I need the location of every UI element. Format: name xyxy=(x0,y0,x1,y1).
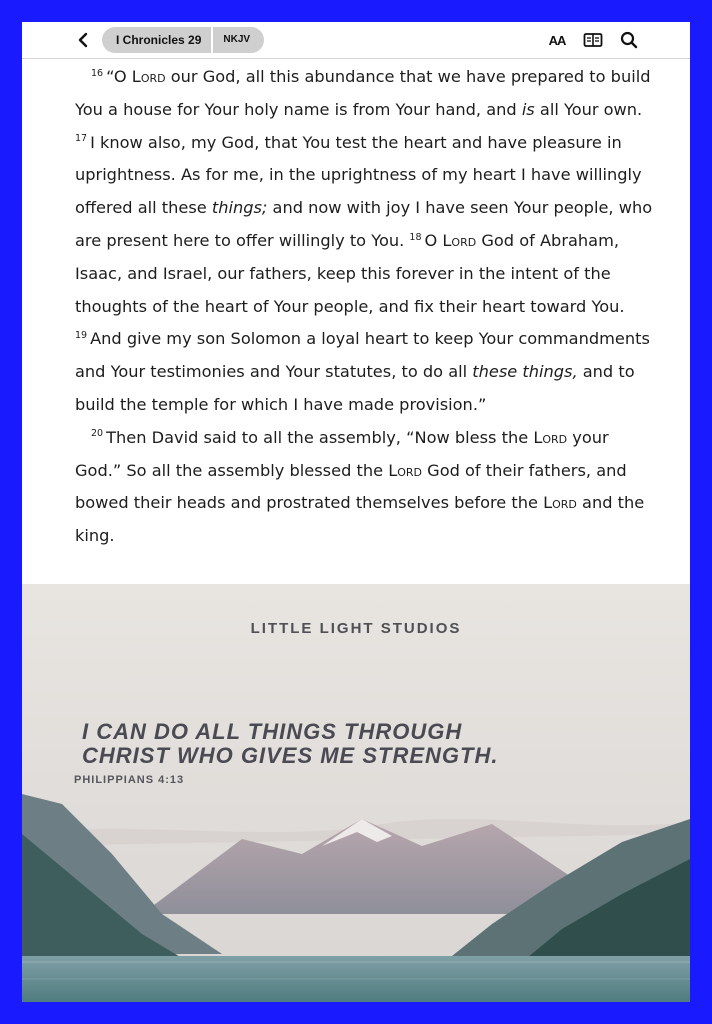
reader-mode-button[interactable] xyxy=(582,29,604,51)
lord-small-caps: Lord xyxy=(442,230,477,250)
lord-small-caps: Lord xyxy=(533,427,568,447)
verse-16-text-c: all Your own. xyxy=(534,99,643,119)
verse-19-italic-these: these things, xyxy=(472,362,578,382)
toolbar-actions xyxy=(546,29,640,51)
font-size-icon: AA xyxy=(548,32,566,48)
app-window xyxy=(22,22,690,1002)
verse-number-20: 20 xyxy=(91,428,104,440)
verse-16-text-a: “O xyxy=(106,67,132,86)
verse-20-text-d: and the king. xyxy=(75,493,645,546)
verse-number-16: 16 xyxy=(91,67,104,79)
verse-20-text-c: God of their fathers, and bowed their heads and prostrated themselves before the xyxy=(75,460,627,513)
lord-small-caps: Lord xyxy=(131,67,166,86)
search-button[interactable] xyxy=(618,29,640,51)
lord-small-caps: Lord xyxy=(543,493,577,513)
lord-small-caps: Lord xyxy=(388,460,422,480)
quote-line-1: I CAN DO ALL THINGS THROUGH xyxy=(82,719,463,744)
verse-19-text-b: and to build the temple for which I have made provision.” xyxy=(75,362,635,414)
verse-17-text-a: I know also, my God, that You test the heart and have pleasure in uprightness. As for me, in the uprightness of my heart I have willingly offered all these xyxy=(75,132,642,218)
verse-20-text-b: your God.” So all the assembly blessed the xyxy=(75,427,609,480)
reader-mode-icon xyxy=(583,32,603,48)
reference-selector xyxy=(102,27,264,53)
search-icon xyxy=(620,31,638,49)
quote-line-2: CHRIST WHO GIVES ME STRENGTH. xyxy=(82,743,499,768)
verse-18-text-b: God of Abraham, Isaac, and Israel, our fathers, keep this forever in the intent of the thoughts of the heart of Your people, and fix their heart toward You. xyxy=(75,230,625,316)
verse-image-banner xyxy=(22,584,690,1002)
version-button[interactable]: NKJV xyxy=(223,34,251,45)
verse-17-italic-things: things; xyxy=(211,198,268,218)
verse-19-text-a: And give my son Solomon a loyal heart to keep Your commandments and Your testimonies and Your statutes, to do all xyxy=(75,329,650,382)
mountain-lake-illustration xyxy=(22,584,690,1002)
scripture-text xyxy=(75,61,655,553)
studio-credit: LITTLE LIGHT STUDIOS xyxy=(250,620,462,637)
paragraph-2 xyxy=(75,422,655,553)
book-chapter-button[interactable]: I Chronicles 29 xyxy=(102,27,213,53)
top-toolbar xyxy=(22,22,690,59)
chevron-left-icon xyxy=(77,32,89,48)
verse-16-italic-is: is xyxy=(521,99,535,119)
paragraph-1 xyxy=(75,61,655,422)
verse-17-text-b: and now with joy I have seen Your people, who are present here to offer willingly to You. xyxy=(75,198,653,250)
verse-number-18: 18 xyxy=(409,231,422,243)
back-button[interactable] xyxy=(72,29,94,51)
verse-16-text-b: our God, all this abundance that we have prepared to build You a house for Your holy name is from Your hand, and xyxy=(75,67,651,119)
verse-number-19: 19 xyxy=(75,329,88,341)
verse-number-17: 17 xyxy=(75,133,88,145)
font-size-button[interactable] xyxy=(546,29,568,51)
verse-quote xyxy=(82,720,682,768)
verse-reference: PHILIPPIANS 4:13 xyxy=(74,774,185,786)
verse-18-text-a: O xyxy=(424,230,443,250)
verse-20-text-a: Then David said to all the assembly, “Now bless the xyxy=(106,427,534,447)
